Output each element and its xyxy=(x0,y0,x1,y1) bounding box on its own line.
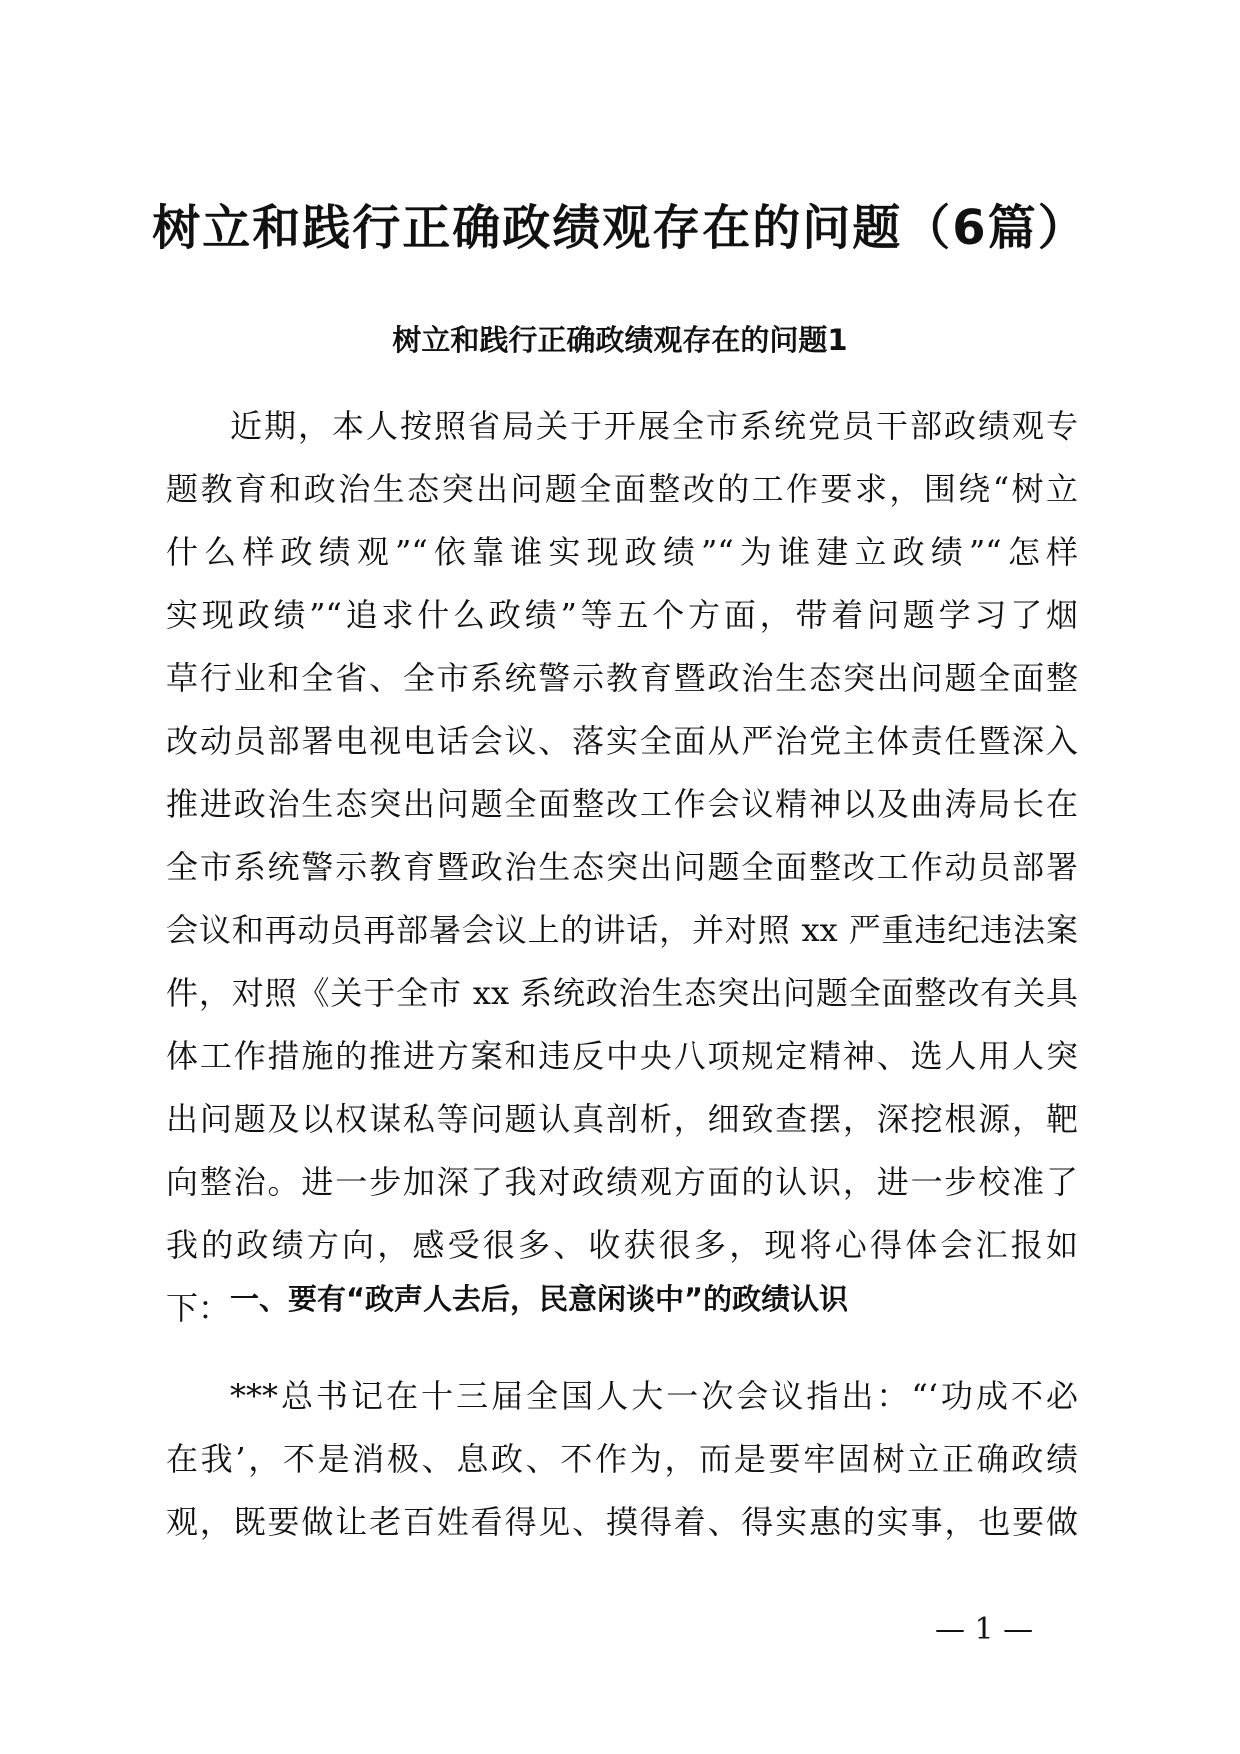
paragraph-line: 什么样政绩观”“依靠谁实现政绩”“为谁建立政绩”“怎样 xyxy=(166,533,1078,571)
page-number: — 1 — xyxy=(935,1612,1034,1647)
section-heading-1: 一、要有“政声人去后，民意闲谈中”的政绩认识 xyxy=(230,1282,849,1316)
paragraph-line: 我的政绩方向，感受很多、收获很多，现将心得体会汇报如 xyxy=(166,1226,1078,1264)
body-paragraph-2 xyxy=(166,1365,1078,1554)
paragraph-line: 改动员部署电视电话会议、落实全面从严治党主体责任暨深入 xyxy=(166,722,1078,760)
article-subtitle: 树立和践行正确政绩观存在的问题1 xyxy=(392,323,848,357)
paragraph-line: 实现政绩”“追求什么政绩”等五个方面，带着问题学习了烟 xyxy=(166,596,1078,634)
paragraph-line: 推进政治生态突出问题全面整改工作会议精神以及曲涛局长在 xyxy=(166,785,1078,823)
paragraph-line: 题教育和政治生态突出问题全面整改的工作要求，围绕“树立 xyxy=(166,470,1078,508)
paragraph-line: 出问题及以权谋私等问题认真剖析，细致查摆，深挖根源，靶 xyxy=(166,1100,1078,1138)
paragraph-line: 观，既要做让老百姓看得见、摸得着、得实惠的实事，也要做 xyxy=(166,1503,1078,1541)
paragraph-line: 全市系统警示教育暨政治生态突出问题全面整改工作动员部署 xyxy=(166,848,1078,886)
body-paragraph-1 xyxy=(166,395,1078,1340)
paragraph-line: 向整治。进一步加深了我对政绩观方面的认识，进一步校准了 xyxy=(166,1163,1078,1201)
paragraph-line: 下： xyxy=(166,1289,231,1327)
document-title: 树立和践行正确政绩观存在的问题（6篇） xyxy=(152,200,1088,256)
paragraph-line: 会议和再动员再部暑会议上的讲话，并对照 xx 严重违纪违法案 xyxy=(166,911,1078,949)
paragraph-line: 近期，本人按照省局关于开展全市系统党员干部政绩观专 xyxy=(230,407,1078,445)
paragraph-line: 件，对照《关于全市 xx 系统政治生态突出问题全面整改有关具 xyxy=(166,974,1078,1012)
paragraph-line: ***总书记在十三届全国人大一次会议指出：“‘功成不必 xyxy=(230,1377,1078,1415)
paragraph-line: 在我’，不是消极、息政、不作为，而是要牢固树立正确政绩 xyxy=(166,1440,1078,1478)
paragraph-line: 体工作措施的推进方案和违反中央八项规定精神、选人用人突 xyxy=(166,1037,1078,1075)
paragraph-line: 草行业和全省、全市系统警示教育暨政治生态突出问题全面整 xyxy=(166,659,1078,697)
